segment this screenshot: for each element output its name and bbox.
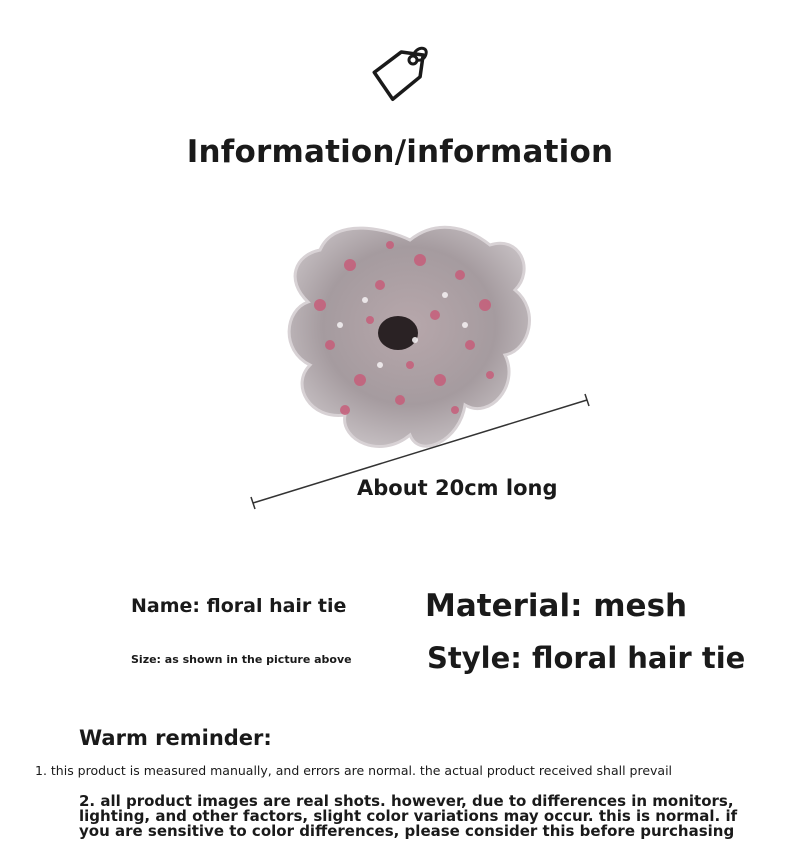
measurement-label: About 20cm long (357, 476, 558, 500)
reminder-item-2: 2. all product images are real shots. however, due to differences in monitors, lighting, and other factors, slight color variations may occur. this is normal. if you are sensitive to color differences, please consider this before purchasing (79, 792, 738, 840)
spec-style: Style: floral hair tie (427, 641, 746, 675)
spec-size: Size: as shown in the picture above (131, 653, 352, 666)
reminder-heading: Warm reminder: (79, 726, 272, 750)
reminder-item-1: 1. this product is measured manually, and errors are normal. the actual product received shall prevail (35, 763, 673, 778)
price-tag-icon (368, 44, 432, 108)
page-title: Information/information (186, 134, 614, 170)
spec-name: Name: floral hair tie (131, 595, 347, 617)
spec-material: Material: mesh (425, 588, 688, 624)
